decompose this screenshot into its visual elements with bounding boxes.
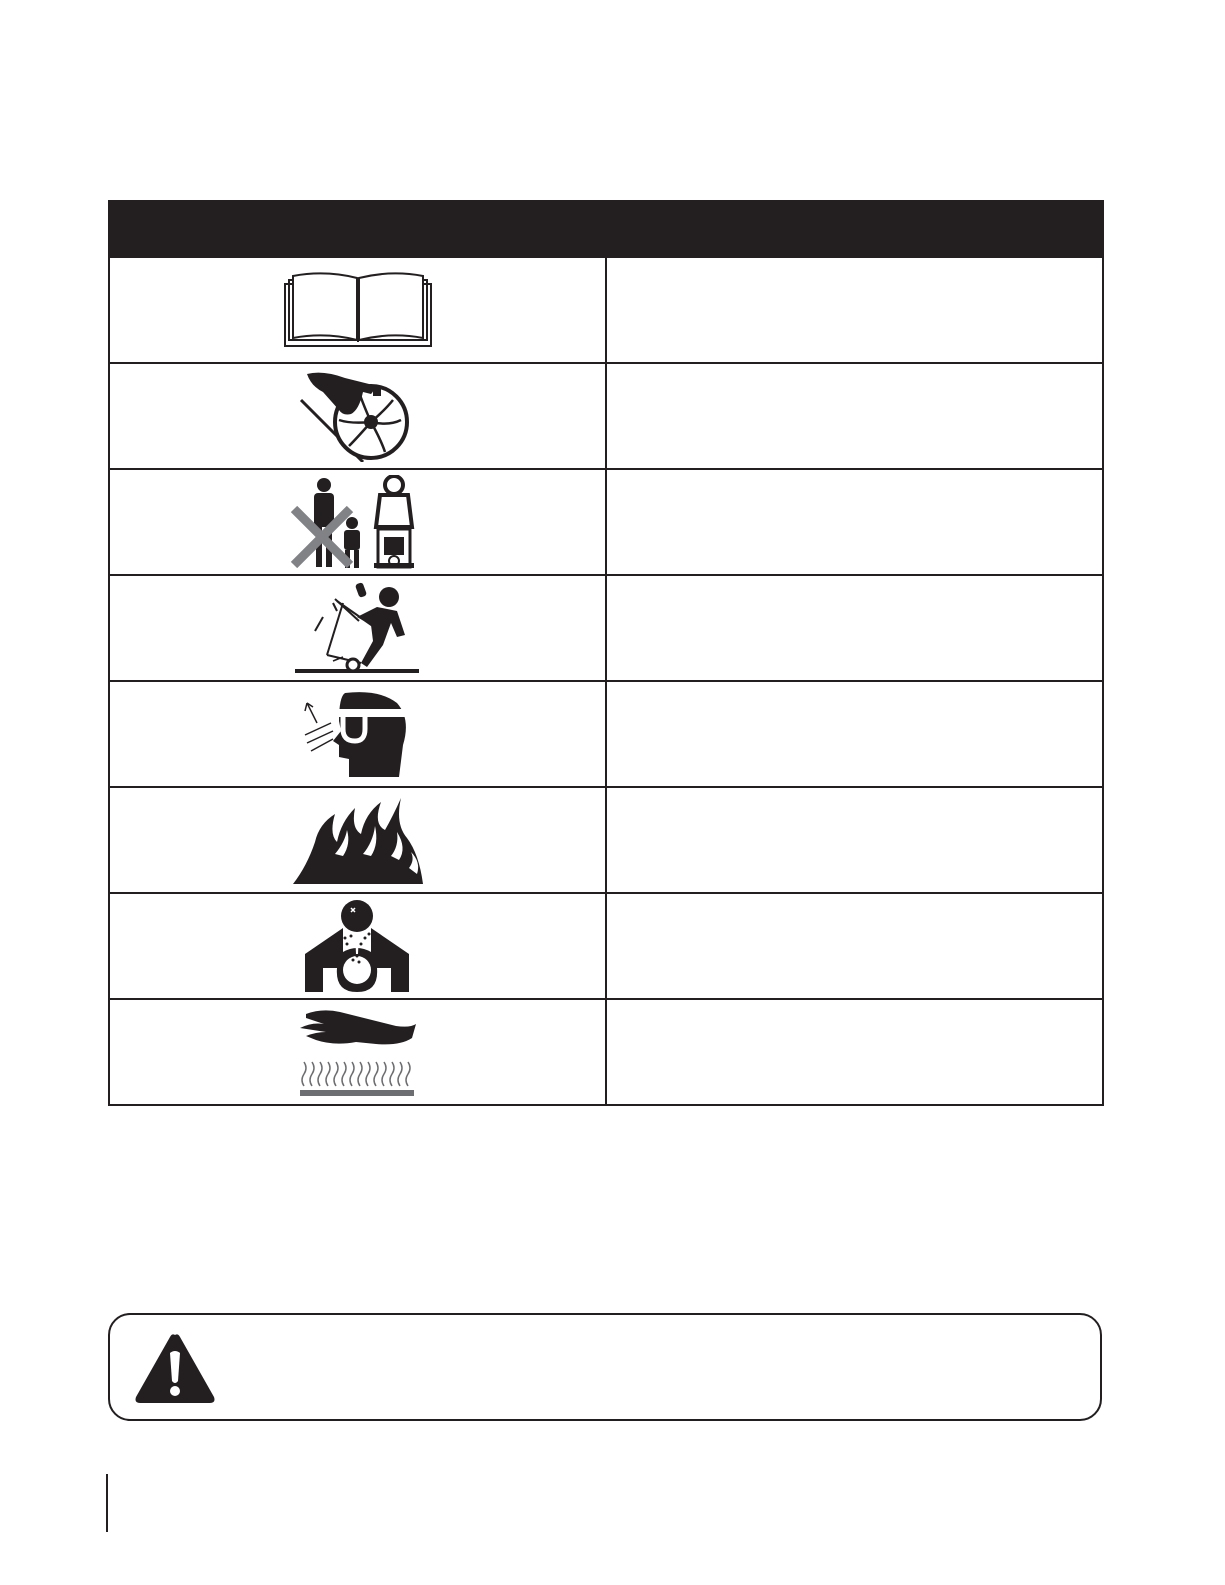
warning-box (108, 1313, 1102, 1421)
description-cell (606, 893, 1103, 999)
symbol-cell (109, 363, 606, 469)
symbol-cell (109, 681, 606, 787)
header-symbol (109, 201, 606, 257)
footer-rule (106, 1474, 108, 1532)
symbol-cell (109, 469, 606, 575)
table-row (109, 363, 1103, 469)
table-header-row (109, 201, 1103, 257)
header-description (606, 201, 1103, 257)
safety-symbols-table (108, 200, 1104, 1106)
description-cell (606, 575, 1103, 681)
hand-entanglement-impeller-icon (110, 370, 605, 462)
description-cell (606, 257, 1103, 363)
symbol-cell (109, 999, 606, 1105)
description-cell (606, 681, 1103, 787)
description-cell (606, 363, 1103, 469)
warning-triangle-icon (132, 1331, 218, 1410)
symbol-cell (109, 575, 606, 681)
description-cell (606, 787, 1103, 893)
symbol-cell (109, 893, 606, 999)
table-row (109, 575, 1103, 681)
table-row (109, 999, 1103, 1105)
table-row (109, 893, 1103, 999)
table-row (109, 681, 1103, 787)
slip-fall-hazard-icon (110, 581, 605, 675)
table-row (109, 469, 1103, 575)
table-row (109, 257, 1103, 363)
symbol-cell (109, 787, 606, 893)
hot-surface-icon (110, 1006, 605, 1098)
symbol-cell (109, 257, 606, 363)
table-row (109, 787, 1103, 893)
read-manual-icon (110, 270, 605, 350)
keep-bystanders-away-icon (110, 475, 605, 569)
fire-flammable-icon (110, 794, 605, 886)
description-cell (606, 999, 1103, 1105)
toxic-fumes-icon (110, 898, 605, 994)
description-cell (606, 469, 1103, 575)
eye-protection-icon (110, 689, 605, 779)
